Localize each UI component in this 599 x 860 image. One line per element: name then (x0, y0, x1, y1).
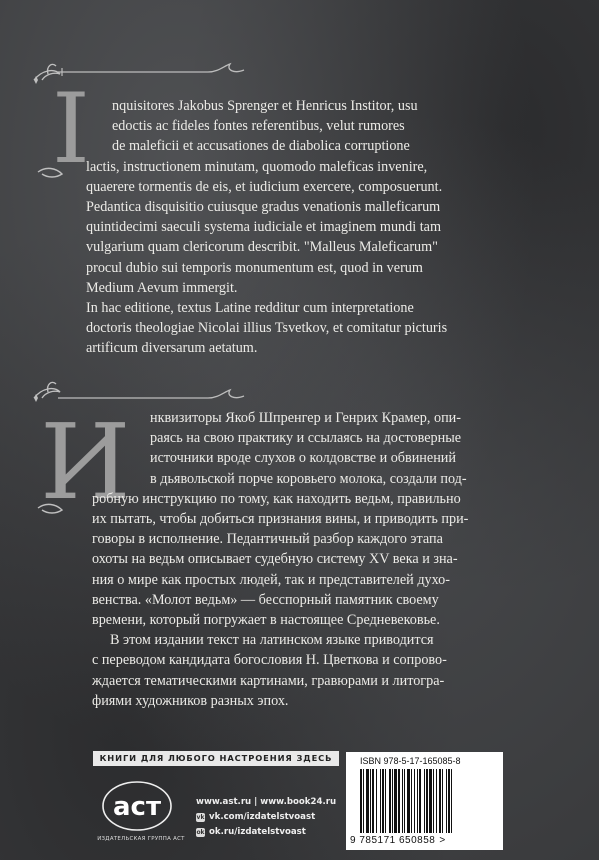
barcode-bar (370, 769, 371, 833)
latin-text (86, 96, 542, 359)
barcode-bar (429, 769, 432, 833)
latin-line: nquisitores Jakobus Sprenger et Henricus Institor, usu (112, 98, 418, 114)
russian-line: в дьявольской порче коровьего молока, создали под- (150, 470, 467, 487)
russian-line: их пытать, чтобы добиться признания вины, и приводить при- (92, 511, 469, 528)
latin-line: artificum diversarum aetatum. (86, 340, 258, 357)
russian-line: нквизиторы Якоб Шпренгер и Генрих Крамер, опи- (150, 410, 462, 426)
barcode-bar (442, 769, 443, 833)
publisher-name: ИЗДАТЕЛЬСКАЯ ГРУППА АСТ (97, 836, 185, 842)
latin-dropcap: I (52, 73, 90, 185)
latin-line: In hac editione, textus Latine redditur cum interpretatione (86, 300, 414, 317)
latin-line: edoctis ac fideles fontes referentibus, velut rumores (112, 118, 405, 135)
barcode-bar (389, 769, 391, 833)
ok-icon: ok (196, 829, 205, 836)
barcode-bar (376, 769, 377, 833)
latin-line: quintidecimi saeculi systema iudiciale et imaginem mundi tam (86, 219, 441, 236)
barcode-bar (382, 769, 384, 833)
barcode-bar (426, 769, 428, 833)
russian-line: В этом издании текст на латинском языке приводится (110, 632, 434, 649)
russian-line: раясь на свою практику и ссылаясь на достоверные (150, 430, 462, 447)
latin-line: Medium Aevum immergit. (86, 279, 238, 296)
russian-line: ния о мире как простых людей, так и представителей духо- (92, 571, 451, 588)
russian-line: источники вроде слухов о колдовстве и обвинений (150, 450, 456, 467)
barcode-bar (451, 769, 452, 833)
website-link[interactable] (196, 795, 336, 810)
barcode-bar (360, 769, 362, 833)
barcode-bar (380, 769, 381, 833)
isbn-digits-text: 9 785171 650858 (350, 835, 436, 846)
latin-line: quaerere tormentis de eis, et iudicium exercere, composuerunt. (86, 178, 443, 195)
website-text: www.ast.ru | www.book24.ru (196, 797, 337, 807)
russian-line: времени, который погружает в настоящее Средневековье. (92, 612, 440, 629)
russian-text (92, 408, 544, 711)
ok-link[interactable] (196, 825, 336, 840)
tagline-banner: КНИГИ ДЛЯ ЛЮБОГО НАСТРОЕНИЯ ЗДЕСЬ (93, 751, 339, 766)
latin-header-flourish (58, 60, 248, 80)
barcode-bar (414, 769, 415, 833)
russian-line: венства. «Молот ведьм» — бесспорный памятник своему (92, 591, 439, 608)
russian-line: с переводом кандидата богословия Н. Цветкова и сопрово- (92, 652, 447, 669)
barcode-bar (439, 769, 441, 833)
barcode-bar (448, 769, 450, 833)
barcode-bar (402, 769, 403, 833)
barcode-bar (366, 769, 369, 833)
vk-text: vk.com/izdatelstvoast (209, 812, 316, 822)
barcode-bar (446, 769, 447, 833)
barcode-bar (407, 769, 410, 833)
barcode-bar (436, 769, 437, 833)
barcode-bar (363, 769, 364, 833)
latin-line: de maleficii et accusationes de diabolica corruptione (112, 138, 410, 155)
latin-line: vulgarium quam clericorum describit. "Malleus Maleficarum" (86, 239, 438, 256)
barcode-bar (424, 769, 425, 833)
barcode-bar (398, 769, 400, 833)
russian-line: говоры в исполнение. Педантичный разбор каждого этапа (92, 531, 443, 548)
ok-text: ok.ru/izdatelstvoast (209, 827, 306, 837)
latin-line: doctoris theologiae Nicolai illius Tsvetkov, et comitatur picturis (86, 320, 448, 337)
ast-logo-mark: aст (112, 792, 162, 822)
russian-line: охоты на ведьм описывает судебную систему XV века и зна- (92, 551, 458, 568)
barcode-bar (417, 769, 418, 833)
barcode-bar (419, 769, 421, 833)
russian-line: фиями художников разных эпох. (92, 692, 289, 709)
russian-line: ждается тематическими картинами, гравюрами и литогра- (92, 672, 445, 689)
isbn-digits (350, 835, 446, 846)
russian-line: робную инструкцию по тому, как находить ведьм, правильно (92, 490, 461, 507)
russian-header-flourish (58, 386, 248, 406)
barcode-bar (433, 769, 434, 833)
publisher-links (196, 795, 336, 840)
latin-line: lactis, instructionem minutam, quomodo maleficas invenire, (86, 158, 428, 175)
latin-line: procul dubio sui temporis monumentum est, quod in verum (86, 259, 423, 276)
vk-icon: vk (196, 814, 205, 821)
barcode-bar (392, 769, 393, 833)
isbn-arrow: > (439, 835, 446, 846)
barcode-bar (394, 769, 397, 833)
vk-link[interactable] (196, 810, 336, 825)
barcode-bar (411, 769, 412, 833)
isbn-barcode-box (346, 752, 503, 850)
latin-dropcap-ornament (28, 62, 90, 185)
barcode-bar (385, 769, 386, 833)
russian-dropcap: И (40, 401, 131, 523)
isbn-number: ISBN 978-5-17-165085-8 (360, 756, 461, 766)
barcode-bar (372, 769, 374, 833)
latin-line: Pedantica disquisitio cuiusque gradus venationis malleficarum (86, 199, 441, 216)
barcode-bar (404, 769, 405, 833)
barcode (358, 769, 493, 835)
